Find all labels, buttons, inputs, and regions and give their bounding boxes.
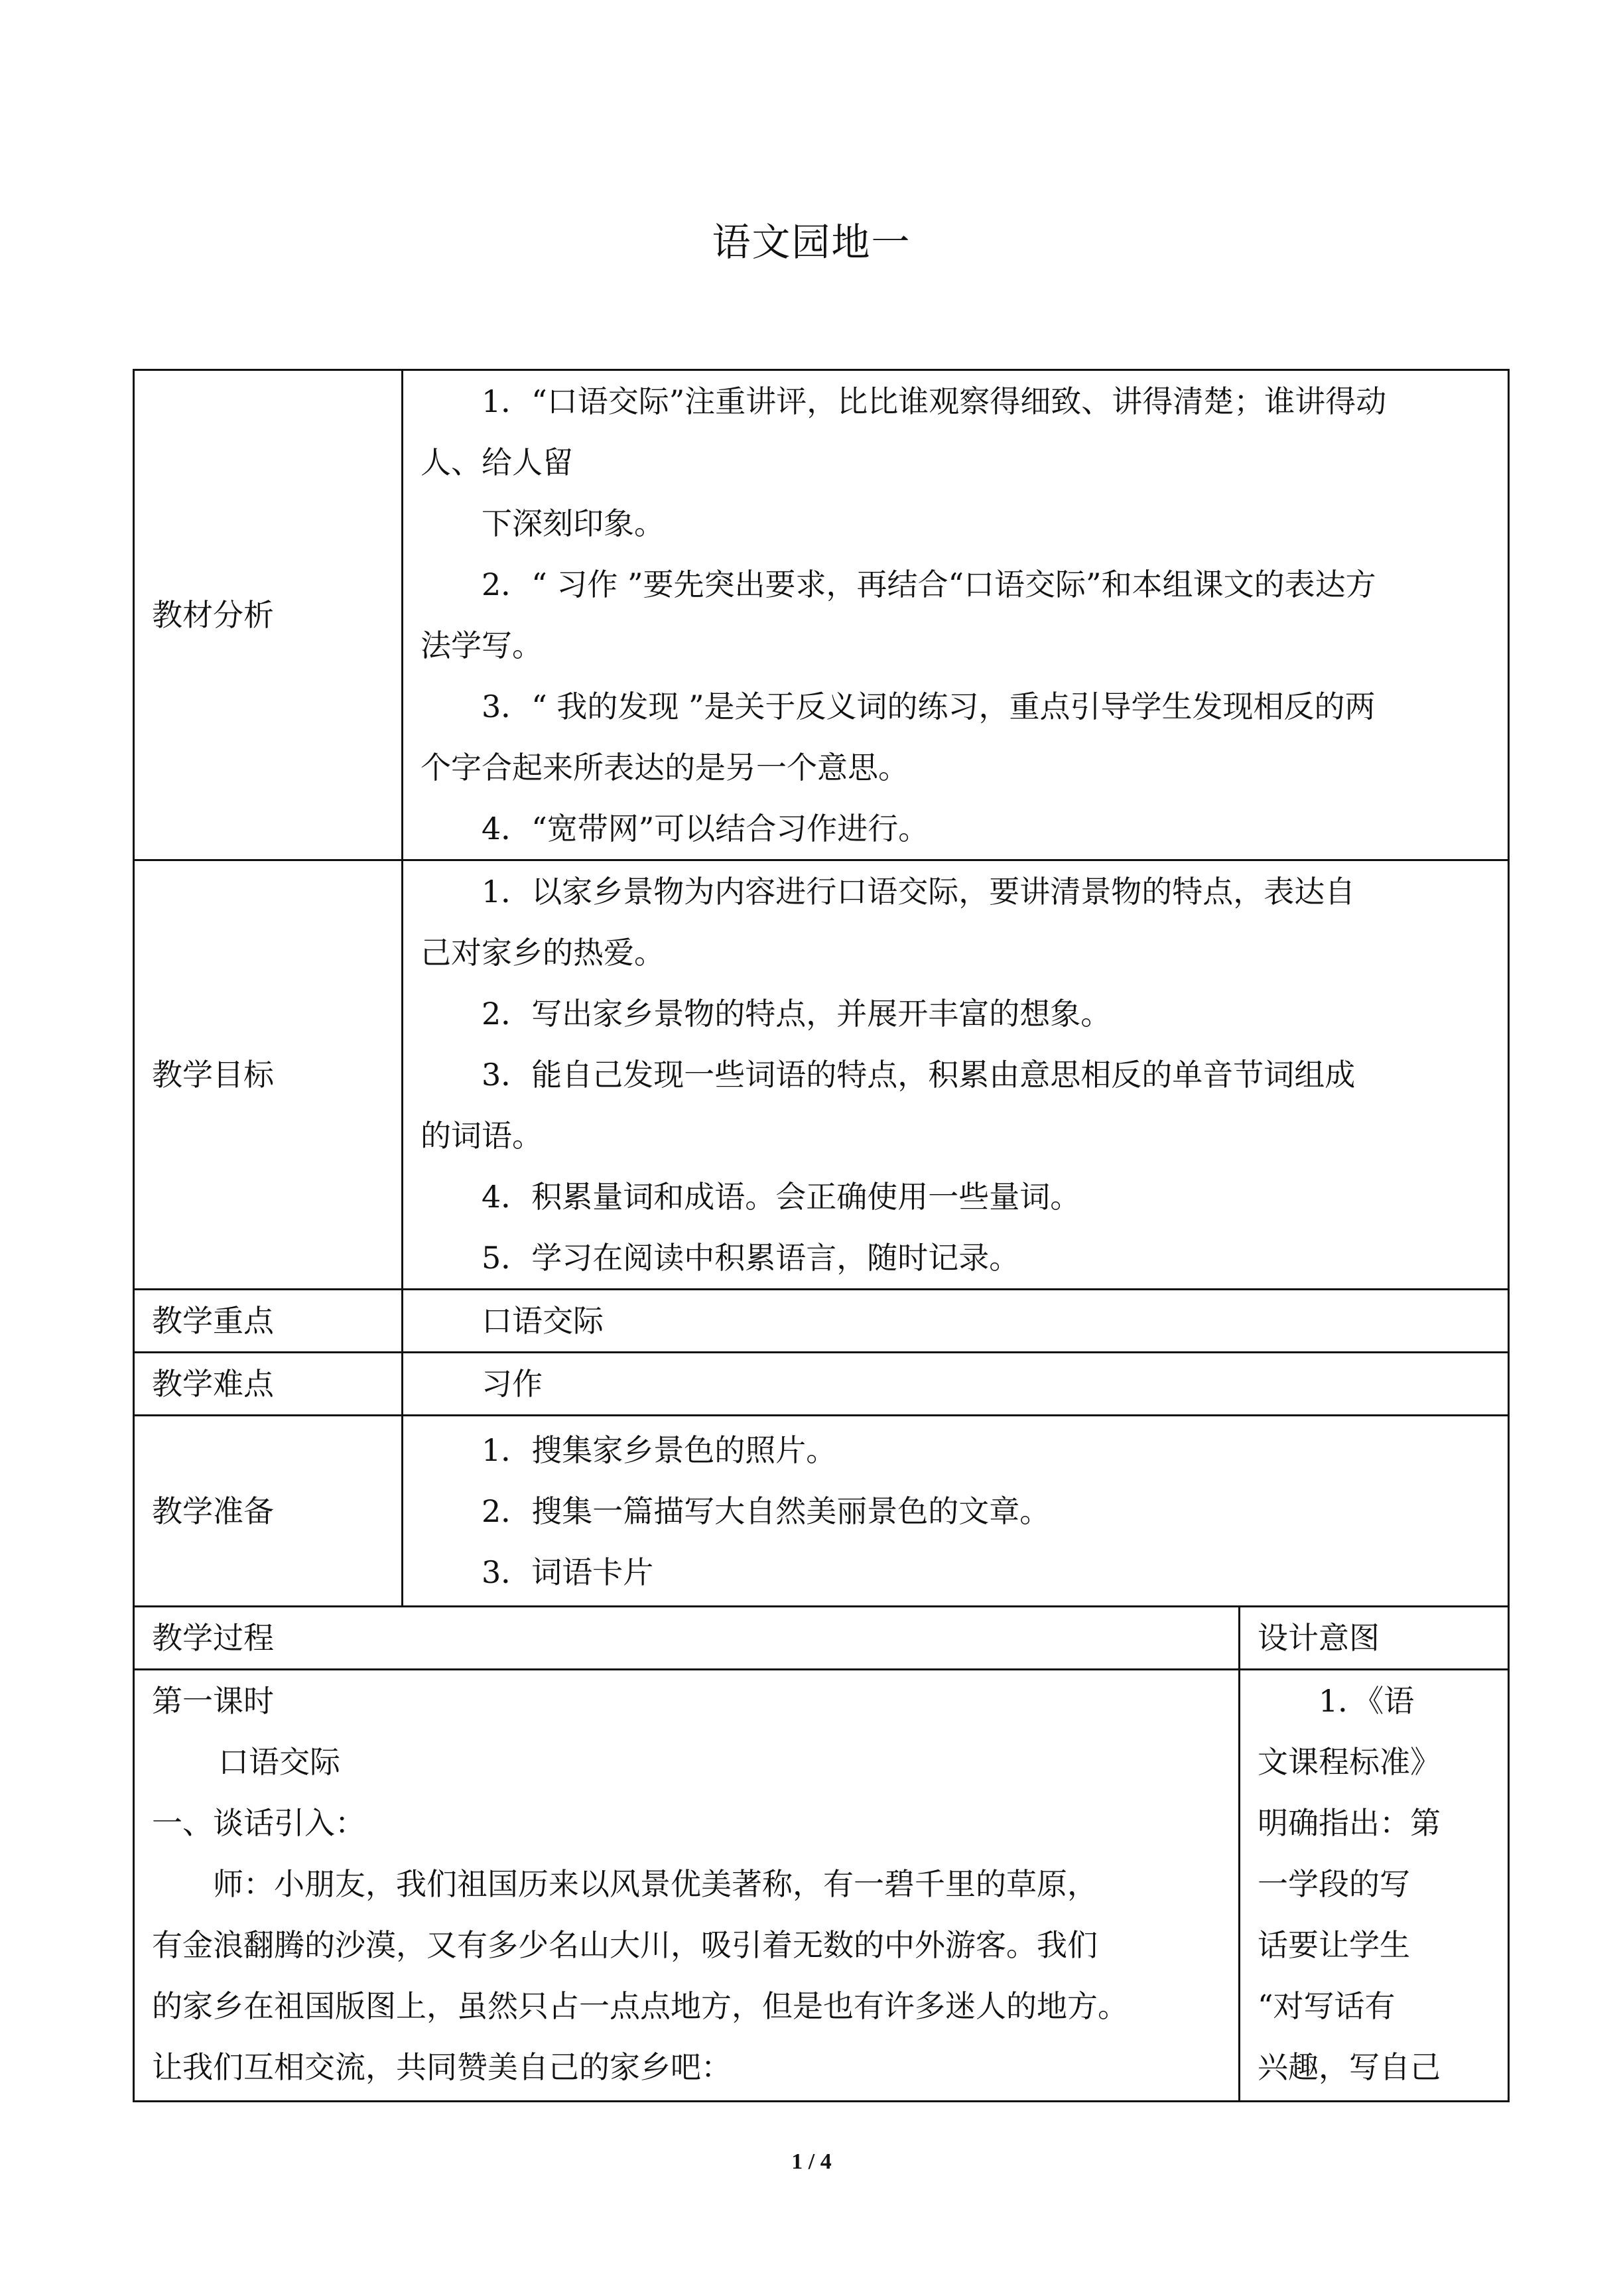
key-point-content — [403, 1290, 1509, 1353]
process-paragraph-line: 让我们互相交流，共同赞美自己的家乡吧： — [152, 2049, 732, 2085]
key-point-value: 口语交际 — [482, 1303, 604, 1339]
process-paragraph-line: 师：小朋友，我们祖国历来以风景优美著称，有一碧千里的草原， — [213, 1866, 1098, 1902]
intent-line: 一学段的写 — [1258, 1866, 1410, 1902]
preparation-row — [134, 1416, 1509, 1607]
preparation-label: 教学准备 — [134, 1416, 403, 1607]
material-analysis-row — [134, 370, 1509, 860]
section-heading: 一、谈话引入： — [152, 1805, 365, 1841]
difficulty-label: 教学难点 — [134, 1353, 403, 1416]
lesson-heading: 第一课时 — [152, 1683, 274, 1719]
preparation-line: 1．搜集家乡景色的照片。 — [482, 1432, 837, 1468]
page-number: 1 / 4 — [791, 2149, 832, 2174]
goal-line: 5．学习在阅读中积累语言，随时记录。 — [482, 1240, 1020, 1276]
process-content — [134, 1670, 1240, 2102]
preparation-line: 3．词语卡片 — [482, 1554, 654, 1590]
intent-line: 兴趣，写自己 — [1258, 2049, 1441, 2085]
key-point-label: 教学重点 — [134, 1290, 403, 1353]
process-paragraph-line: 有金浪翻腾的沙漠，又有多少名山大川，吸引着无数的中外游客。我们 — [152, 1927, 1098, 1963]
goal-line: 1．以家乡景物为内容进行口语交际，要讲清景物的特点，表达自 — [482, 874, 1356, 910]
difficulty-content — [403, 1353, 1509, 1416]
goal-line: 的词语。 — [421, 1118, 543, 1154]
difficulty-value: 习作 — [482, 1366, 543, 1402]
process-body-row — [134, 1670, 1509, 2102]
goal-line: 2．写出家乡景物的特点，并展开丰富的想象。 — [482, 996, 1112, 1032]
material-line: 1．“口语交际”注重讲评，比比谁观察得细致、讲得清楚；谁讲得动 — [482, 383, 1387, 419]
intent-line: 文课程标准》 — [1258, 1744, 1441, 1780]
teaching-goals-row — [134, 860, 1509, 1290]
process-paragraph-line: 的家乡在祖国版图上，虽然只占一点点地方，但是也有许多迷人的地方。 — [152, 1988, 1128, 2024]
material-line: 4．“宽带网”可以结合习作进行。 — [482, 811, 929, 846]
material-line: 2．“ 习作 ”要先突出要求，再结合“口语交际”和本组课文的表达方 — [482, 567, 1376, 602]
material-line: 人、给人留 — [421, 444, 573, 480]
difficulty-row — [134, 1353, 1509, 1416]
lesson-plan-table — [133, 369, 1510, 2102]
material-analysis-label: 教材分析 — [134, 370, 403, 860]
lesson-topic: 口语交际 — [218, 1744, 340, 1780]
teaching-goals-label: 教学目标 — [134, 860, 403, 1290]
material-analysis-content — [403, 370, 1509, 860]
preparation-content — [403, 1416, 1509, 1607]
key-point-row — [134, 1290, 1509, 1353]
intent-line: 明确指出：第 — [1258, 1805, 1441, 1841]
material-line: 法学写。 — [421, 628, 543, 663]
goal-line: 己对家乡的热爱。 — [421, 935, 665, 971]
material-line: 下深刻印象。 — [482, 506, 665, 541]
design-intent-content — [1240, 1670, 1509, 2102]
goal-line: 4．积累量词和成语。会正确使用一些量词。 — [482, 1179, 1081, 1215]
preparation-line: 2．搜集一篇描写大自然美丽景色的文章。 — [482, 1493, 1051, 1529]
teaching-goals-content — [403, 860, 1509, 1290]
intent-line: “对写话有 — [1258, 1988, 1396, 2024]
process-header-right: 设计意图 — [1240, 1607, 1509, 1670]
page-title: 语文园地一 — [712, 220, 911, 265]
intent-line: 话要让学生 — [1258, 1927, 1410, 1963]
process-header-row — [134, 1607, 1509, 1670]
intent-line: 1．《语 — [1319, 1683, 1415, 1719]
material-line: 3．“ 我的发现 ”是关于反义词的练习，重点引导学生发现相反的两 — [482, 689, 1376, 724]
process-header-left: 教学过程 — [134, 1607, 1240, 1670]
material-line: 个字合起来所表达的是另一个意思。 — [421, 750, 909, 785]
goal-line: 3．能自己发现一些词语的特点，积累由意思相反的单音节词组成 — [482, 1057, 1356, 1093]
